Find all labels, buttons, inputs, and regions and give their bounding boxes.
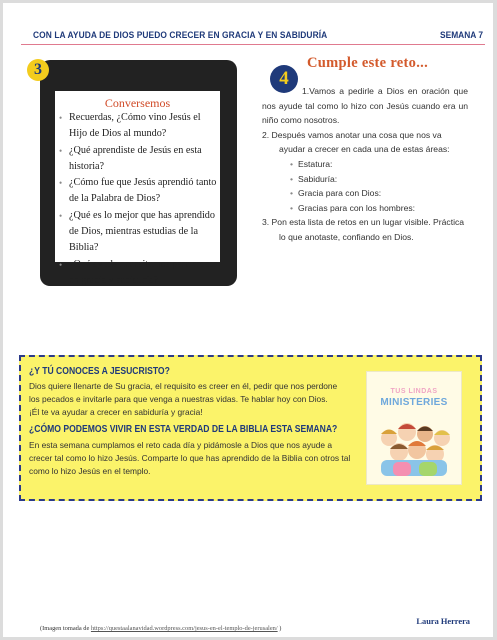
section-3-badge: 3 — [27, 59, 49, 81]
header-title: CON LA AYUDA DE DIOS PUEDO CRECER EN GRACIA Y EN SABIDURÍA — [33, 29, 328, 40]
challenge-item-2: 2. Después vamos anotar una cosa que nos va ayudar a crecer en cada una de estas áreas: — [262, 129, 450, 155]
list-item — [55, 175, 220, 208]
bullet-icon: • — [59, 145, 63, 156]
gospel-box — [19, 355, 482, 501]
bullet-icon: • — [59, 178, 63, 189]
list-item — [55, 143, 220, 176]
box-question-1: ¿Y TÚ CONOCES A JESUCRISTO? — [29, 365, 170, 377]
challenge-item-1: 1.Vamos a pedirle a Dios en oración que nos ayude tal como lo hizo con Jesús cuando era un niño como nosotros. — [262, 86, 468, 126]
conversation-panel — [55, 91, 220, 286]
list-item — [55, 110, 220, 143]
challenge-title: Cumple este reto... — [307, 55, 428, 71]
header-divider — [21, 44, 485, 45]
conversation-title: Conversemos — [104, 96, 171, 110]
question-text: Recuerdas, ¿Cómo vino Jesús el Hijo de Dios al mundo? — [69, 112, 201, 140]
bullet-icon: • — [59, 210, 63, 221]
question-text: ¿Qué ayuda necesitamos para crecer en gracia y sabiduría? — [69, 258, 218, 286]
ministry-logo — [366, 371, 462, 485]
area-item: • Gracias para con los hombres: — [290, 202, 416, 213]
challenge-item-3: 3. Pon esta lista de retos en un lugar visible. Práctica lo que anotaste, confiando en Dios. — [262, 217, 465, 242]
header-week: SEMANA 7 — [440, 29, 483, 40]
area-item: • Gracia para con Dios: — [290, 188, 382, 199]
logo-line-1: TUS LINDAS — [390, 388, 438, 395]
box-paragraph-1: Dios quiere llenarte de Su gracia, el requisito es creer en él, pedir que nos perdone los pecados e invitarle para que venga a nuestras vidas. Te hablar hoy con Dios. ¡Él te va ayudar a crecer en sabiduría y gracia! — [29, 381, 338, 417]
section-4-badge: 4 — [270, 65, 298, 93]
author-signature: Laura Herrera — [416, 617, 470, 626]
page — [3, 3, 493, 637]
children-illustration — [367, 372, 461, 484]
bullet-icon: • — [59, 259, 63, 270]
phone-frame — [40, 60, 237, 286]
image-credit: (Imagen tomada de https://questaalanavidad.wordpress.com/jesus-en-el-templo-de-jerusalen/ ) — [40, 625, 282, 632]
question-text: ¿Cómo fue que Jesús aprendió tanto de la Palabra de Dios? — [69, 177, 217, 205]
list-item — [55, 208, 220, 257]
bullet-icon: • — [290, 202, 294, 213]
question-text: ¿Qué es lo mejor que has aprendido de Dios, mientras estudias de la Biblia? — [69, 209, 215, 254]
area-item: • Estatura: — [290, 158, 333, 169]
bullet-icon: • — [290, 173, 294, 184]
credit-link[interactable]: https://questaalanavidad.wordpress.com/jesus-en-el-templo-de-jerusalen/ — [90, 625, 278, 632]
box-paragraph-2: En esta semana cumplamos el reto cada día y pidámosle a Dios que nos ayude a crecer tal como lo hizo Jesús. Comparte lo que has aprendido de la Biblia con otros tal como lo hizo Jesús en el templo. — [29, 440, 351, 476]
question-text: ¿Qué aprendiste de Jesús en esta historia? — [69, 144, 202, 172]
bullet-icon: • — [59, 113, 63, 123]
question-list — [55, 110, 220, 289]
bullet-icon: • — [290, 188, 294, 199]
list-item — [55, 257, 220, 290]
logo-line-2: MINISTERIES — [380, 397, 448, 408]
bullet-icon: • — [290, 158, 294, 169]
area-item: • Sabiduría: — [290, 173, 338, 184]
box-question-2: ¿CÓMO PODEMOS VIVIR EN ESTA VERDAD DE LA BIBLIA ESTA SEMANA? — [29, 423, 338, 435]
challenge-list — [262, 84, 468, 245]
